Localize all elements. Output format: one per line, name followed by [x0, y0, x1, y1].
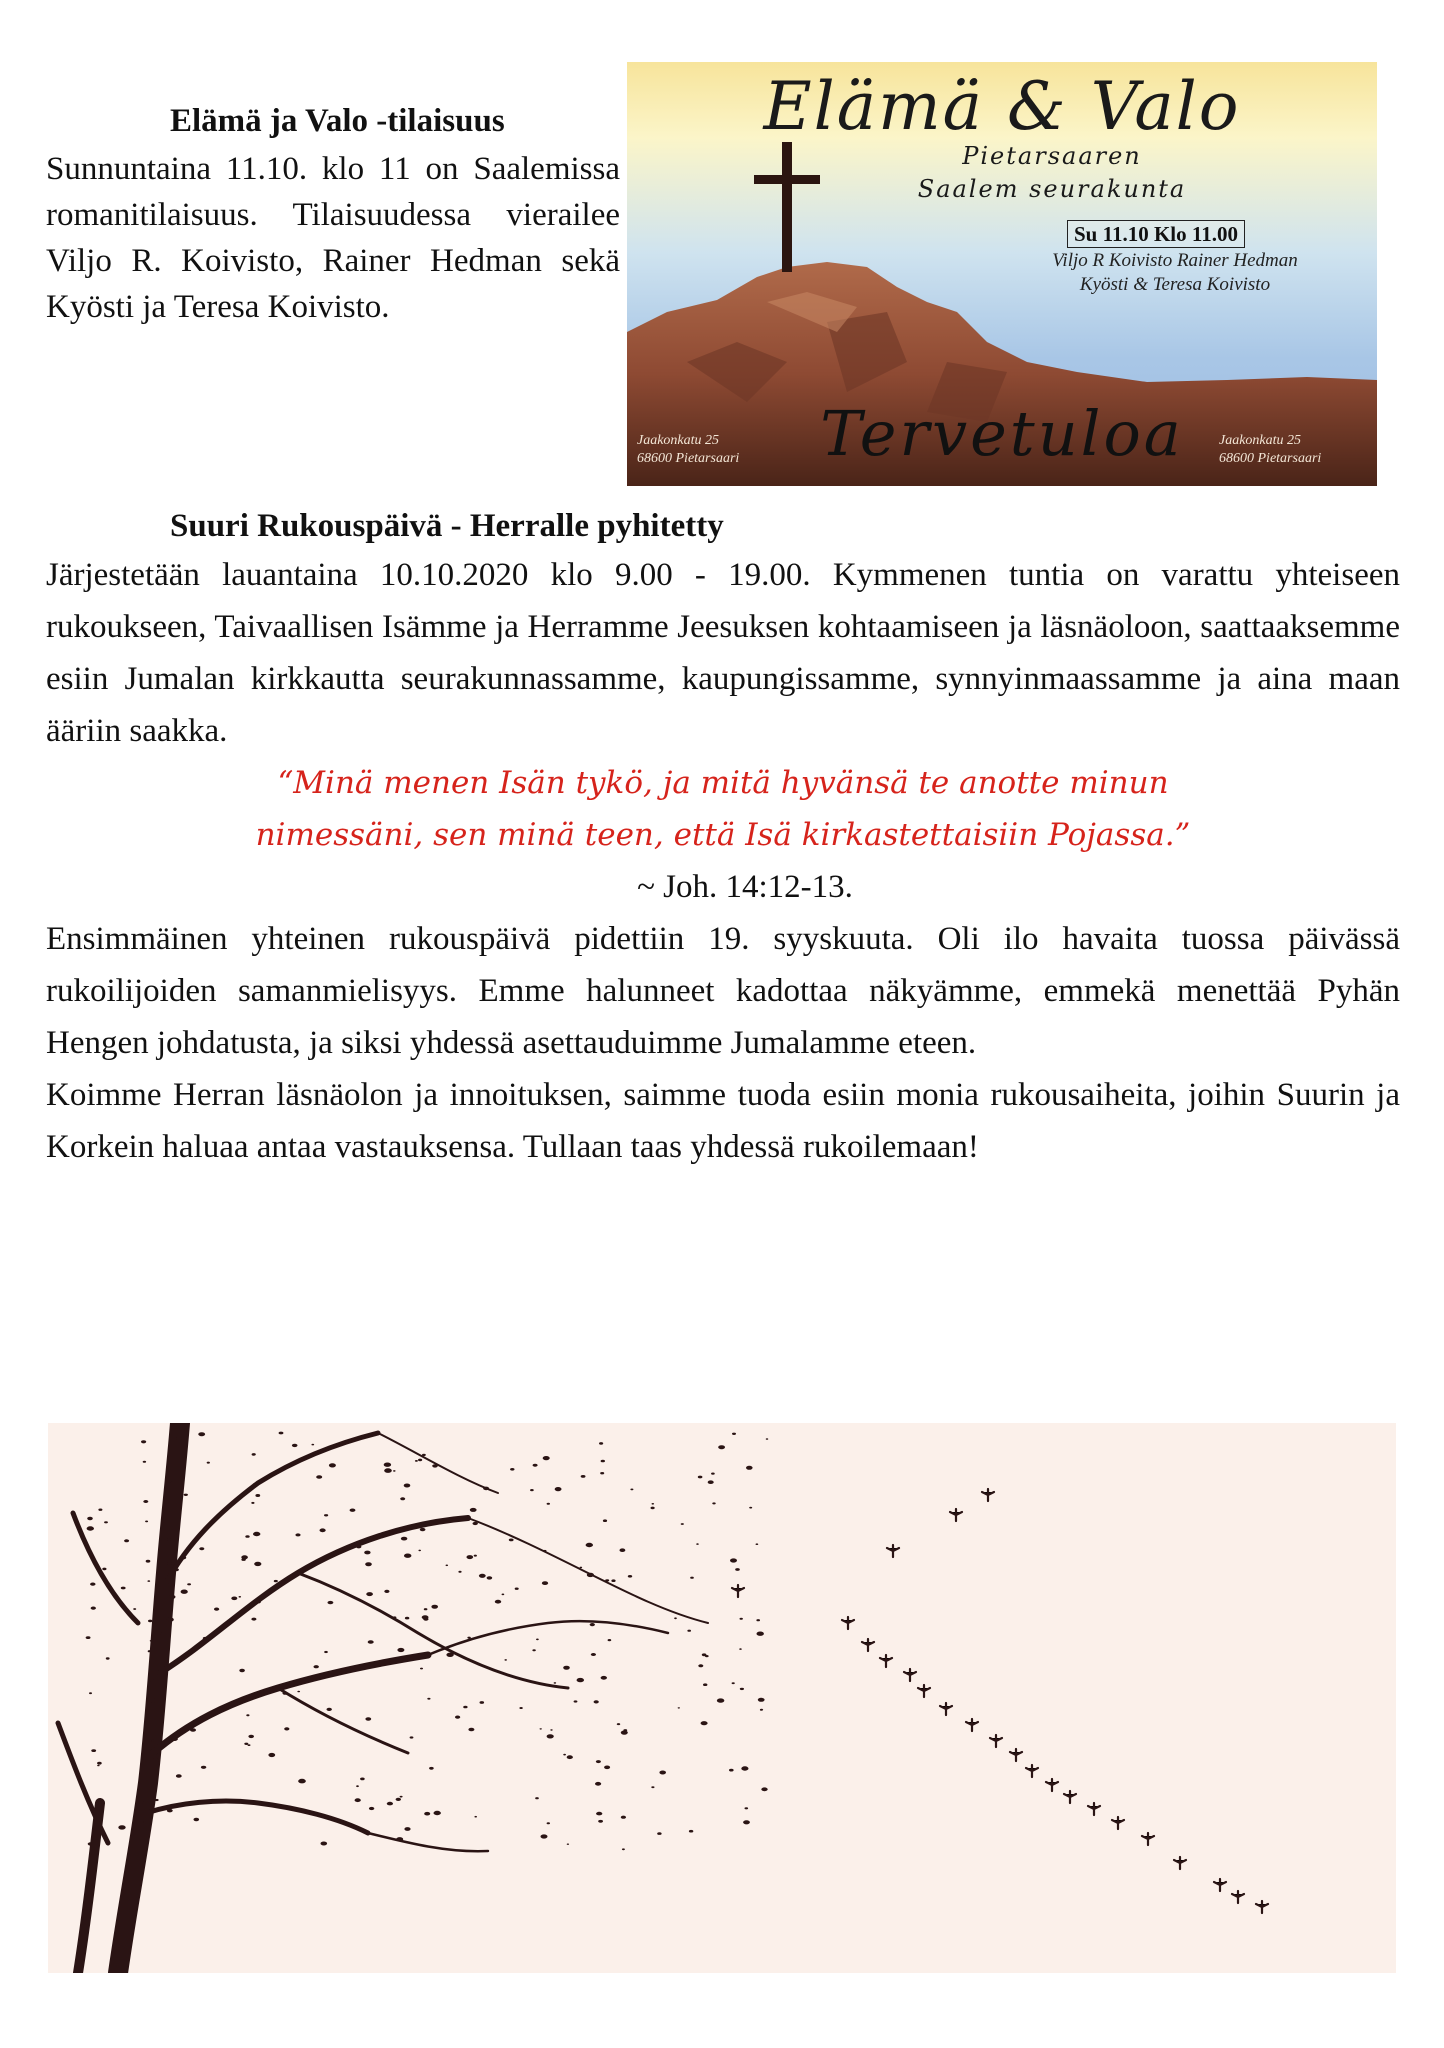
poster-address-right-street: Jaakonkatu 25 [1219, 433, 1302, 448]
poster-address-left-city: 68600 Pietarsaari [637, 451, 740, 466]
prayer-day-paragraph-1: Järjestetään lauantaina 10.10.2020 klo 9.00 - 19.00. Kymmenen tuntia on varattu yhteiseen rukoukseen, Taivaallisen Isämme ja Herramme Jeesuksen kohtaamiseen ja läsnäoloon, saattaaksemme esiin Jumalan kirkkautta seurakunnassamme, kaupungissamme, synnyinmaassamme ja aina maan ääriin saakka. [46, 557, 1400, 749]
bird-icon [1064, 1791, 1076, 1803]
event-description: Sunnuntaina 11.10. klo 11 on Saalemissa romanitilaisuus. Tilaisuudessa vierailee Viljo R. Koivisto, Rainer Hedman sekä Kyösti ja Teresa Koivisto. [46, 151, 620, 325]
bird-icon [904, 1669, 916, 1681]
bird-icon [880, 1655, 892, 1667]
event-section [46, 96, 620, 330]
bird-icon [887, 1545, 899, 1557]
bird-icon [1174, 1857, 1186, 1869]
bird-icon [1232, 1891, 1244, 1903]
poster-date: Su 11.10 Klo 11.00 [1067, 220, 1245, 248]
event-title: Elämä ja Valo -tilaisuus [170, 103, 505, 139]
bible-reference: ~ Joh. 14:12-13. [637, 869, 853, 905]
bird-icon [1112, 1817, 1124, 1829]
event-poster [627, 62, 1377, 486]
bird-icon [1010, 1749, 1022, 1761]
bird-icon [990, 1735, 1002, 1747]
bird-icon [1026, 1765, 1038, 1777]
bird-icon [862, 1639, 874, 1651]
poster-address-right-city: 68600 Pietarsaari [1219, 451, 1322, 466]
bird-icon [950, 1509, 962, 1521]
poster-subtitle-city: Pietarsaaren [962, 142, 1142, 170]
tree-and-birds-photo [48, 1423, 1396, 1973]
poster-subtitle-church: Saalem seurakunta [917, 175, 1187, 203]
bird-icon [732, 1585, 744, 1597]
cross-icon [754, 142, 820, 272]
poster-address-right [1219, 432, 1321, 468]
bird-icon [918, 1685, 930, 1697]
poster-people-line2: Kyösti & Teresa Koivisto [1079, 274, 1271, 295]
poster-people-line1: Viljo R Koivisto Rainer Hedman [1052, 250, 1298, 271]
poster-welcome: Tervetuloa [820, 397, 1184, 470]
prayer-day-title: Suuri Rukouspäivä - Herralle pyhitetty [170, 508, 724, 544]
bird-icon [1046, 1779, 1058, 1791]
tree-birds-illustration [48, 1423, 1396, 1973]
poster-title: Elämä & Valo [763, 68, 1241, 145]
tree-leaves [86, 1432, 769, 1851]
bird-icon [1256, 1901, 1268, 1913]
bird-icon [1142, 1833, 1154, 1845]
prayer-day-paragraph-2: Ensimmäinen yhteinen rukouspäivä pidettiin 19. syyskuuta. Oli ilo havaita tuossa päivässä rukoilijoiden samanmielisyys. Emme halunneet kadottaa näkyämme, emmekä menettää Pyhän Hengen johdatusta, ja siksi yhdessä asettauduimme Jumalamme eteen. [46, 921, 1400, 1061]
bird-icon [940, 1703, 952, 1715]
prayer-day-section [46, 503, 1400, 1173]
tree-silhouette [58, 1423, 708, 1973]
poster-address-left-street: Jaakonkatu 25 [637, 433, 720, 448]
bird-icon [966, 1719, 978, 1731]
bird-icon [982, 1489, 994, 1501]
bible-quote-line-2: nimessäni, sen minä teen, että Isä kirkastettaisiin Pojassa.” [255, 817, 1191, 853]
bird-icon [1088, 1803, 1100, 1815]
prayer-day-paragraph-3: Koimme Herran läsnäolon ja innoituksen, saimme tuoda esiin monia rukousaiheita, joihin Suurin ja Korkein haluaa antaa vastauksensa. Tullaan taas yhdessä rukoilemaan! [46, 1077, 1400, 1165]
poster-address-left [637, 432, 739, 468]
bird-flock [732, 1489, 1268, 1913]
bird-icon [1214, 1879, 1226, 1891]
bible-quote-line-1: “Minä menen Isän tykö, ja mitä hyvänsä te anotte minun [277, 765, 1169, 801]
bird-icon [842, 1617, 854, 1629]
